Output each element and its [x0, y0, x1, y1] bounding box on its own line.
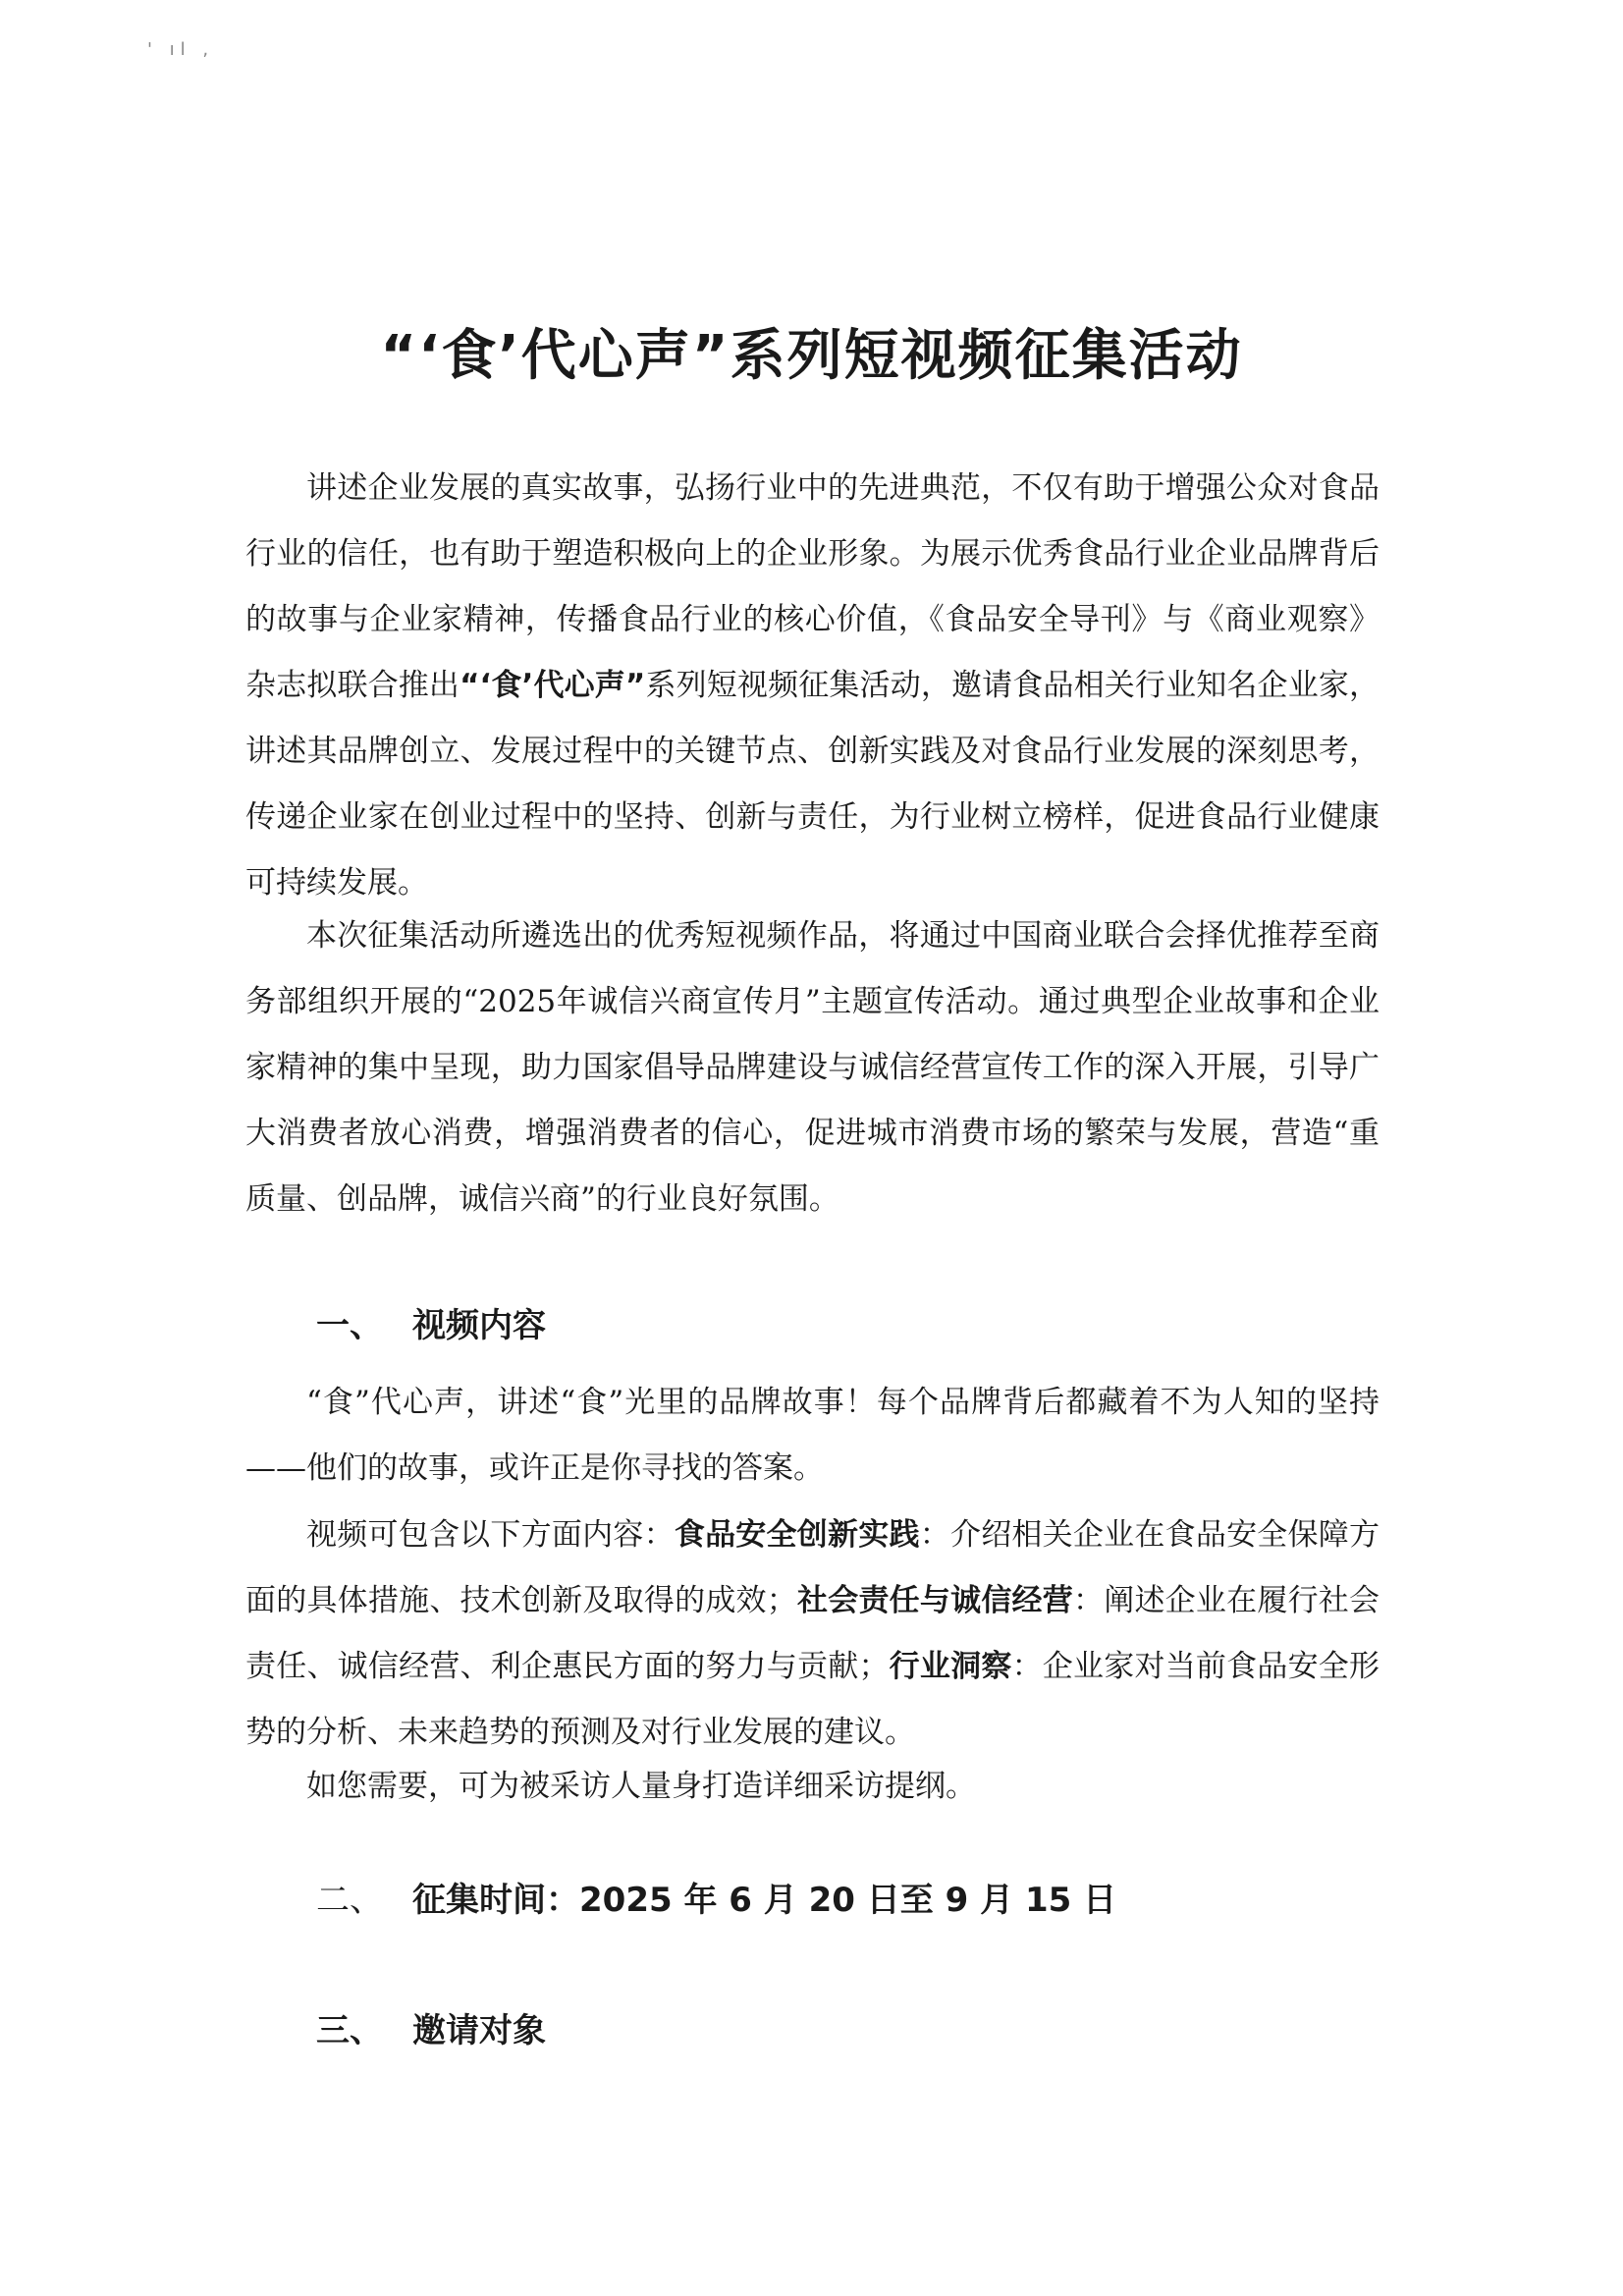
section-number: 二、	[316, 1881, 383, 1920]
content-text-a: 视频可包含以下方面内容：	[306, 1517, 675, 1553]
section-title: 邀请对象	[412, 2011, 546, 2050]
section-heading-invitees	[316, 2003, 546, 2051]
topic-food-safety: 食品安全创新实践	[674, 1517, 920, 1553]
intro-campaign-name: “‘食’代心声”	[460, 668, 646, 703]
intro-text-b: 系列短视频征集活动，邀请食品相关行业知名企业家，讲述其品牌创立、发展过程中的关键节点、创新实践及对食品行业发展的深刻思考，传递企业家在创业过程中的坚持、创新与责任，为行业树立榜样，促进食品行业健康可持续发展。	[245, 668, 1380, 901]
intro-text-a: 讲述企业发展的真实故事，弘扬行业中的先进典范，不仅有助于增强公众对食品行业的信任，也有助于塑造积极向上的企业形象。为展示优秀食品行业企业品牌背后的故事与企业家精神，传播食品行业的核心价值，《食品安全导刊》与《商业观察》杂志拟联合推出	[245, 470, 1380, 703]
intro-paragraph-2: 本次征集活动所遴选出的优秀短视频作品，将通过中国商业联合会择优推荐至商务部组织开展的“2025年诚信兴商宣传月”主题宣传活动。通过典型企业故事和企业家精神的集中呈现，助力国家倡导品牌建设与诚信经营宣传工作的深入开展，引导广大消费者放心消费，增强消费者的信心，促进城市消费市场的繁荣与发展，营造“重质量、创品牌，诚信兴商”的行业良好氛围。	[245, 918, 1380, 1217]
topic-social-responsibility: 社会责任与诚信经营	[796, 1583, 1074, 1618]
topic-industry-insight: 行业洞察	[889, 1649, 1012, 1684]
content-paragraph-3: 如您需要，可为被采访人量身打造详细采访提纲。	[306, 1769, 976, 1804]
content-paragraph-2	[245, 1503, 1380, 1766]
section-heading-video-content	[316, 1298, 546, 1346]
section-number: 三、	[316, 2011, 383, 2050]
section-heading-collection-period	[316, 1873, 1116, 1921]
intro-paragraph-1	[245, 456, 1380, 916]
section-number: 一、	[316, 1306, 383, 1345]
content-text-g: ：企业家对当前食品安全形势的分析、未来趋势的预测及对行业发展的建议。	[245, 1649, 1380, 1750]
scan-mark: ' ıl ,	[147, 39, 215, 60]
content-text-c: ：介绍相关企业在食品安全保障方面的具体措施、技术创新及取得的成效；	[245, 1517, 1380, 1618]
content-paragraph-1: “食”代心声，讲述“食”光里的品牌故事！每个品牌背后都藏着不为人知的坚持——他们的故事，或许正是你寻找的答案。	[245, 1385, 1380, 1486]
section-title: 征集时间：2025 年 6 月 20 日至 9 月 15 日	[412, 1881, 1117, 1920]
content-text-e: ：阐述企业在履行社会责任、诚信经营、利企惠民方面的努力与贡献；	[245, 1583, 1380, 1684]
section-title: 视频内容	[412, 1306, 546, 1345]
document-title: “‘食’代心声”系列短视频征集活动	[380, 324, 1243, 388]
